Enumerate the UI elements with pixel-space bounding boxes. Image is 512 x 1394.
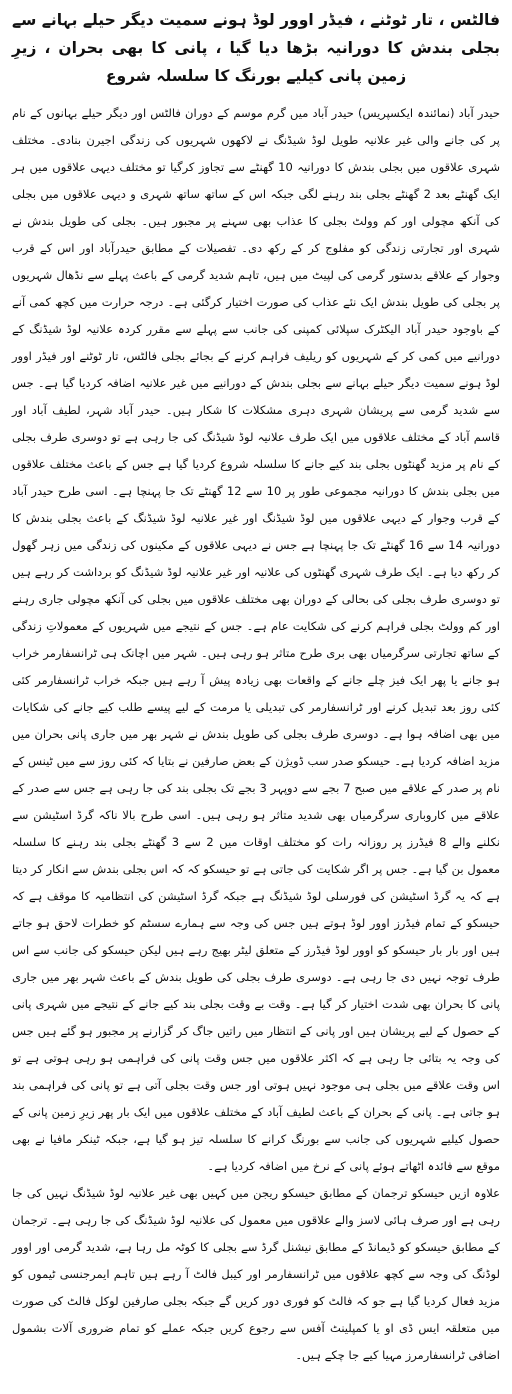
article-body [12, 100, 500, 1369]
article-headline: فالٹس ، تار ٹوٹنے ، فیڈر اوور لوڈ ہونے سمیت دیگر حیلے بہانے سے بجلی بندش کا دورانیہ بڑھا دیا گیا ، پانی کا بھی بحران ، زیرِ زمین پانی کیلیے بورنگ کا سلسلہ شروع [12, 11, 500, 85]
headline-spacing [12, 90, 500, 100]
article-paragraph-spokesperson: علاوہ ازیں حیسکو ترجمان کے مطابق حیسکو ریجن میں کہیں بھی غیر علانیہ لوڈ شیڈنگ نہیں کی جا رہی ہے اور صرف ہائی لاسز والے علاقوں میں معمول کی علانیہ لوڈ شیڈنگ کی جا رہی ہے۔ ترجمان کے مطابق حیسکو کو ڈیمانڈ کے مطابق نیشنل گرڈ سے بجلی کا کوٹہ مل رہا ہے، شدید گرمی اور اوور لوڈنگ کی وجہ سے کچھ علاقوں میں ٹرانسفارمر اور کیبل فالٹ آ رہے ہیں تاہم ایمرجنسی ٹیموں کو مزید فعال کردیا گیا ہے جو کہ فالٹ کو فوری دور کریں گے جبکہ بجلی صارفین لوکل فالٹ کی صورت میں متعلقہ ایس ڈی او یا کمپلینٹ آفس سے رجوع کریں جبکہ عملے کو تمام ضروری آلات بشمول اضافی ٹرانسفارمرز مہیا کیے جا چکے ہیں۔ [12, 1186, 500, 1362]
article-paragraph-main: حیدر آباد (نمائندہ ایکسپریس) حیدر آباد میں گرم موسم کے دوران فالٹس اور دیگر حیلے بہانوں کے نام پر کی جانے والی غیر علانیہ طویل لوڈ شیڈنگ نے لاکھوں شہریوں کی زندگی اجیرن بنادی۔ مختلف شہری علاقوں میں بجلی بندش کا دورانیہ 10 گھنٹے سے تجاوز کرگیا تو مختلف دیہی علاقوں میں ہر ایک گھنٹے بعد 2 گھنٹے بجلی بند رہنے لگی جبکہ اس کے ساتھ ساتھ شہری و دیہی علاقوں میں بجلی کی آنکھ مچولی اور کم وولٹ بجلی کا عذاب بھی سہنے پر مجبور ہیں۔ بجلی کی طویل بندش نے شہری اور تجارتی زندگی کو مفلوج کر کے رکھ دی۔ تفصیلات کے مطابق حیدرآباد اور اس کے قرب وجوار کے علاقے بدستور گرمی کی لپیٹ میں ہیں، تاہم شدید گرمی کے باعث پہلے سے نڈھال شہریوں پر بجلی کی طویل بندش ایک نئے عذاب کی صورت اختیار کرگئی ہے۔ درجہ حرارت میں کچھ کمی آنے کے باوجود حیدر آباد الیکٹرک سپلائی کمپنی کی جانب سے پہلے سے مقرر کردہ علانیہ لوڈ شیڈنگ کے دورانیے میں کمی کر کے شہریوں کو ریلیف فراہم کرنے کے بجائے بجلی فالٹس، تار ٹوٹنے اور فیڈر اوور لوڈ ہونے سمیت دیگر حیلے بہانے سے بجلی بندش کے دورانیے میں غیر علانیہ اضافہ کردیا گیا ہے۔ جس سے شدید گرمی سے پریشان شہری دہری مشکلات کا شکار ہیں۔ حیدر آباد شہر، لطیف آباد اور قاسم آباد کے مختلف علاقوں میں ایک طرف علانیہ لوڈ شیڈنگ کی جا رہی ہے تو دوسری طرف بجلی کے نام پر مزید گھنٹوں بجلی بند کیے جانے کا سلسلہ شروع کردیا گیا ہے جس کے باعث مختلف علاقوں میں بجلی بندش کا دورانیہ مجموعی طور پر 10 سے 12 گھنٹے تک جا پہنچا ہے۔ اسی طرح حیدر آباد کے قرب وجوار کے دیہی علاقوں میں لوڈ شیڈنگ اور غیر علانیہ لوڈ شیڈنگ کے باعث بجلی بندش کا دورانیہ 14 سے 16 گھنٹے تک جا پہنچا ہے جس نے دیہی علاقوں کے مکینوں کی زندگی میں زہر گھول کر رکھ دیا ہے۔ ایک طرف شہری گھنٹوں کی علانیہ اور غیر علانیہ لوڈ شیڈنگ کو برداشت کر رہے ہیں تو دوسری طرف بجلی کی بحالی کے دوران بھی مختلف علاقوں میں بجلی کی آنکھ مچولی جاری رہنے اور کم وولٹ بجلی فراہم کرنے کی شکایت عام ہے۔ جس کے نتیجے میں شہریوں کے معمولاتِ زندگی کے ساتھ تجارتی سرگرمیاں بھی بری طرح متاثر ہو رہی ہیں۔ شہر میں اچانک ہی ٹرانسفارمر خراب ہو جانے یا پھر ایک فیز چلے جانے کے واقعات بھی زیادہ پیش آ رہے ہیں جبکہ خراب ٹرانسفارمر کئی کئی روز بعد تبدیل کرنے اور ٹرانسفارمر کی تبدیلی یا مرمت کے لیے پیسے طلب کیے جانے کی شکایات میں بھی اضافہ ہوا ہے۔ دوسری طرف بجلی کی طویل بندش نے شہر بھر میں جاری پانی بحران میں مزید اضافہ کردیا ہے۔ حیسکو صدر سب ڈویژن کے بعض صارفین نے بتایا کہ کئی روز سے میں ٹینس کے نام پر صدر کے علاقے میں صبح 7 بجے سے دوپہر 3 بجے تک بجلی بند کی جا رہی ہے جس سے صدر کے علاقے میں کاروباری سرگرمیاں بھی شدید متاثر ہو رہی ہیں۔ اسی طرح بالا ناکہ گرڈ اسٹیشن سے نکلنے والے 8 فیڈرز پر روزانہ رات کو مختلف اوقات میں 2 سے 3 گھنٹے بجلی بند رہنے کا سلسلہ معمول بن گیا ہے۔ جس پر اگر شکایت کی جاتی ہے تو حیسکو کہ کہ اس بجلی بندش سے انکار کر دیتا ہے کہ یہ گرڈ اسٹیشن کی فورسلی لوڈ شیڈنگ ہے جبکہ گرڈ اسٹیشن کی انتظامیہ کا موقف ہے کہ حیسکو کے تمام فیڈرز اوور لوڈ ہوتے ہیں جس کی وجہ سے ہمارے سسٹم کو خطرات لاحق ہو جاتے ہیں اور بار بار حیسکو کو اوور لوڈ فیڈرز کے متعلق لیٹر بھیج رہے ہیں لیکن حیسکو کی جانب سے اس طرف توجہ نہیں دی جا رہی ہے۔ دوسری طرف بجلی کی طویل بندش کے باعث شہر بھر میں جاری پانی کا بحران بھی شدت اختیار کر گیا ہے۔ وقت بے وقت بجلی بند کیے جانے کے نتیجے میں شہری پانی کے حصول کے لیے پریشان ہیں اور پانی کے انتظار میں راتیں جاگ کر گزارنے پر مجبور ہو گئے ہیں جس کی وجہ یہ بتائی جا رہی ہے کہ اکثر علاقوں میں جس وقت پانی کی فراہمی ہو رہی ہوتی ہے تو اس وقت علاقے میں بجلی ہی موجود نہیں ہوتی اور جس وقت بجلی آتی ہے تو پانی کی فراہمی بند ہو جاتی ہے۔ پانی کے بحران کے باعث لطیف آباد کے مختلف علاقوں میں ایک بار پھر زیرِ زمین پانی کے حصول کیلیے شہریوں کی جانب سے بورنگ کرانے کا سلسلہ تیز ہو گیا ہے، جبکہ ٹینکر مافیا نے بھی موقع سے فائدہ اٹھاتے ہوئے پانی کے نرخ میں اضافہ کردیا ہے۔ [12, 106, 501, 1173]
